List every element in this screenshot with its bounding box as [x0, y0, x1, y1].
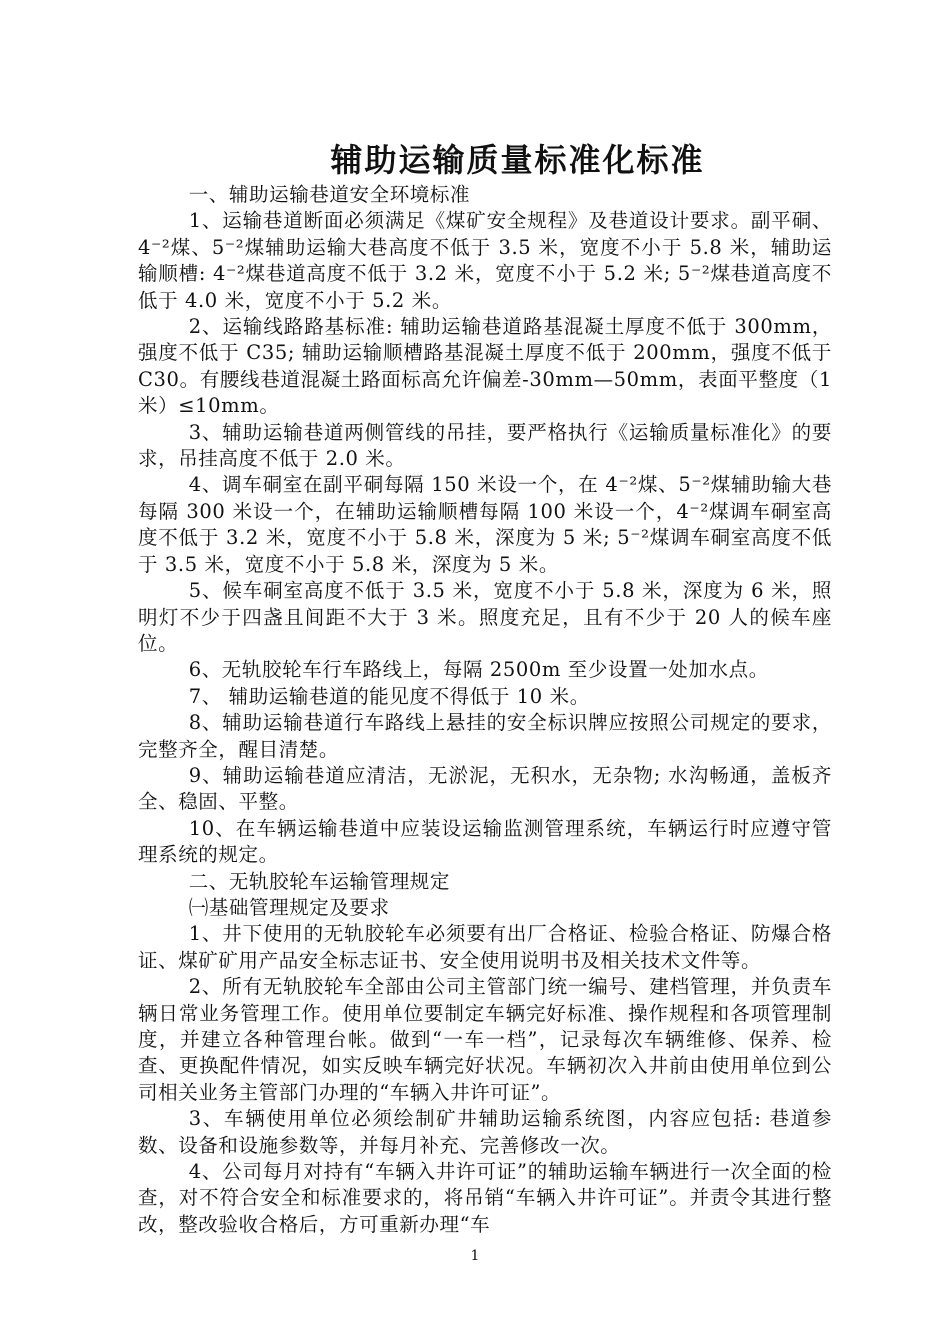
paragraph: 3、辅助运输巷道两侧管线的吊挂，要严格执行《运输质量标准化》的要求，吊挂高度不低于 2.0 米。	[138, 420, 832, 471]
subsection-heading: ㈠基础管理规定及要求	[188, 895, 390, 919]
paragraph: 4、调车硐室在副平硐每隔 150 米设一个，在 4⁻²煤、5⁻²煤辅助输大巷每隔 300 米设一个，在辅助运输顺槽每隔 100 米设一个，4⁻²煤调车硐室高度不低于 3.2 米，宽度不小于 5.8 米，深度为 5 米; 5⁻²煤调车硐室高度不低于 3.5 米，宽度不小于 5.8 米，深度为 5 米。	[138, 473, 832, 576]
paragraph: 2、所有无轨胶轮车全部由公司主管部门统一编号、建档管理，并负责车辆日常业务管理工作。使用单位要制定车辆完好标准、操作规程和各项管理制度，并建立各种管理台帐。做到“一车一档”，记录每次车辆维修、保养、检查、更换配件情况，如实反映车辆完好状况。车辆初次入井前由使用单位到公司相关业务主管部门办理的“车辆入井许可证”。	[138, 975, 832, 1104]
document-title: 辅助运输质量标准化标准	[330, 141, 705, 179]
section-heading: 一、辅助运输巷道安全环境标准	[188, 183, 471, 206]
paragraph: 6、无轨胶轮车行车路线上，每隔 2500m 至少设置一处加水点。	[188, 658, 769, 682]
paragraph: 10、在车辆运输巷道中应装设运输监测管理系统，车辆运行时应遵守管理系统的规定。	[138, 816, 832, 867]
paragraph: 8、辅助运输巷道行车路线上悬挂的安全标识牌应按照公司规定的要求，完整齐全，醒目清楚。	[138, 711, 832, 761]
paragraph: 9、辅助运输巷道应清洁，无淤泥，无积水，无杂物; 水沟畅通，盖板齐全、稳固、平整。	[138, 763, 832, 814]
section-heading: 二、无轨胶轮车运输管理规定	[188, 869, 450, 893]
paragraph: 4、公司每月对持有“车辆入井许可证”的辅助运输车辆进行一次全面的检查，对不符合安全和标准要求的，将吊销“车辆入井许可证”。并责令其进行整改，整改验收合格后，方可重新办理“车	[138, 1160, 832, 1236]
paragraph: 2、运输线路路基标准: 辅助运输巷道路基混凝土厚度不低于 300mm，强度不低于 C35; 辅助运输顺槽路基混凝土厚度不低于 200mm，强度不低于 C30。有腰线巷道混凝土路面标高允许偏差-30mm—50mm，表面平整度（1 米）≤10mm。	[138, 315, 832, 418]
paragraph: 1、井下使用的无轨胶轮车必须要有出厂合格证、检验合格证、防爆合格证、煤矿矿用产品安全标志证书、安全使用说明书及相关技术文件等。	[138, 922, 832, 972]
page-number: 1	[470, 1248, 480, 1264]
document-body	[138, 182, 832, 1238]
paragraph: 1、运输巷道断面必须满足《煤矿安全规程》及巷道设计要求。副平硐、4⁻²煤、5⁻²煤辅助运输大巷高度不低于 3.5 米，宽度不小于 5.8 米，辅助运输顺槽: 4⁻²煤巷道高度不低于 3.2 米，宽度不小于 5.2 米; 5⁻²煤巷道高度不低于 4.0 米，宽度不小于 5.2 米。	[138, 209, 832, 312]
paragraph: 3、车辆使用单位必须绘制矿井辅助运输系统图，内容应包括: 巷道参数、设备和设施参数等，并每月补充、完善修改一次。	[138, 1107, 832, 1157]
paragraph: 7、 辅助运输巷道的能见度不得低于 10 米。	[188, 684, 590, 708]
paragraph: 5、候车硐室高度不低于 3.5 米，宽度不小于 5.8 米，深度为 6 米，照明灯不少于四盏且间距不大于 3 米。照度充足，且有不少于 20 人的候车座位。	[138, 579, 832, 655]
